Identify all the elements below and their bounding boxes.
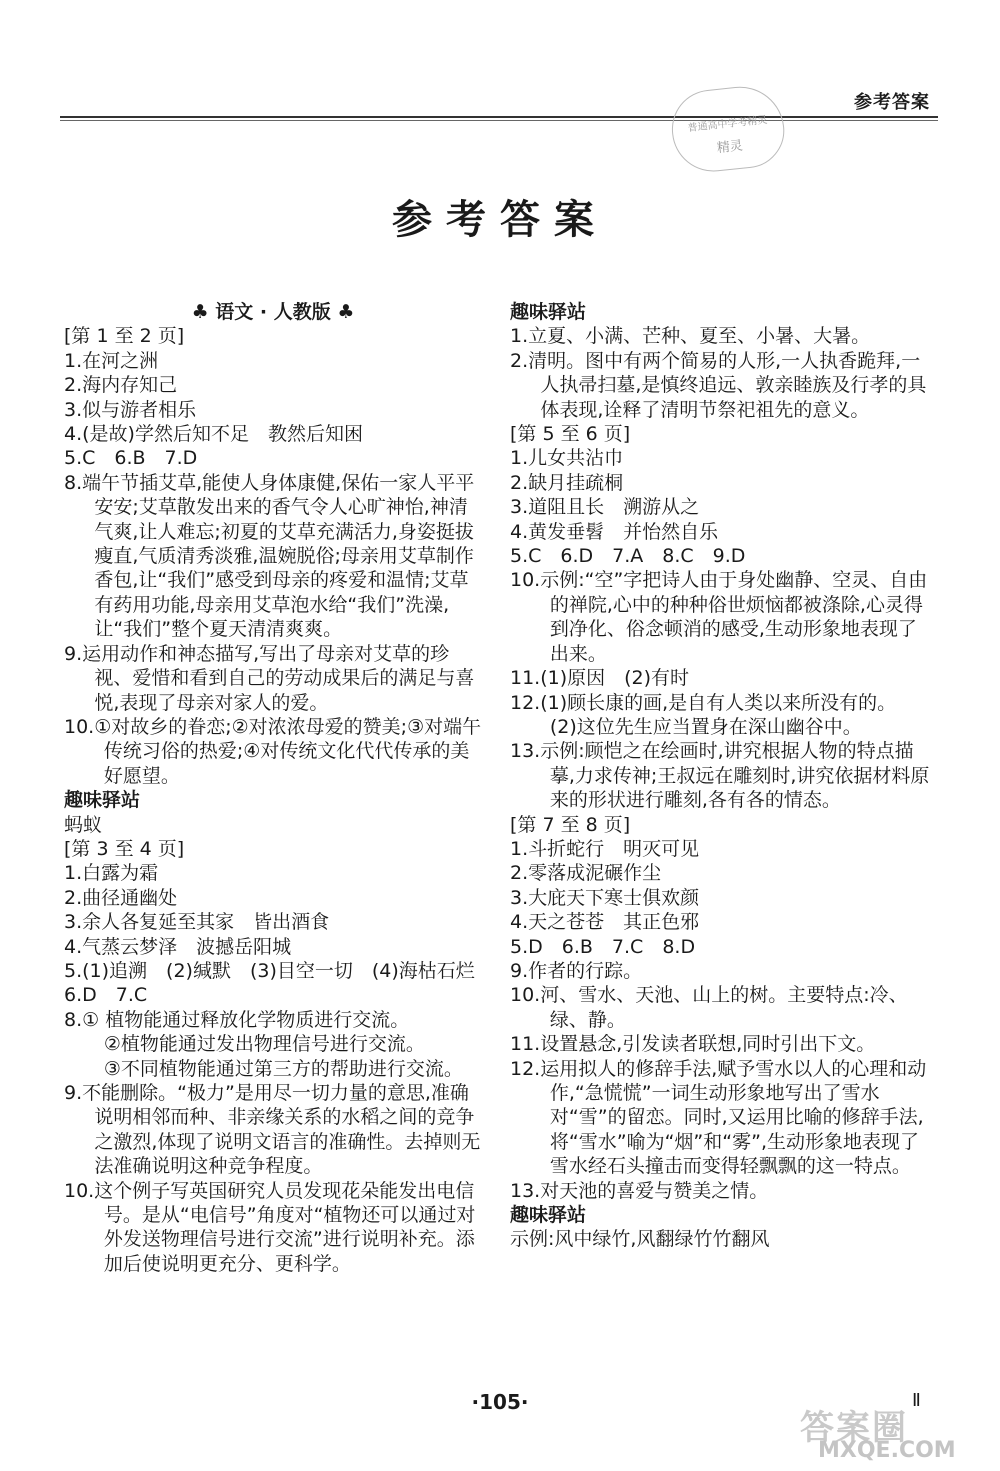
answer-line: 13.示例:顾恺之在绘画时,讲究根据人物的特点描摹,力求传神;王叔远在雕刻时,讲究依据材料原来的形状进行雕刻,各有各的情态。 [510,740,930,812]
page-title: 参考答案 [392,197,608,243]
watermark-url: MXQE.COM [818,1438,956,1463]
answer-line: 11.(1)原因 (2)有时 [510,667,690,690]
answer-line: 1.斗折蛇行 明灭可见 [510,837,700,860]
answer-line: ③不同植物能通过第三方的帮助进行交流。 [103,1057,463,1080]
answer-line: 9.不能删除。“极力”是用尽一切力量的意思,准确说明相邻而种、非亲缘关系的水稻之间的竞争之激烈,体现了说明文语言的准确性。去掉则无法准确说明这种竞争程度。 [64,1082,481,1178]
answer-line: 5.C 6.D 7.A 8.C 9.D [510,545,746,568]
answer-line: 4.天之苍苍 其正色邪 [510,911,700,934]
answer-line: 12.(1)顾长康的画,是自有人类以来所没有的。 [510,691,897,714]
section-name: 语文 · 人教版 [215,301,331,323]
answer-line: 1.儿女共沾巾 [510,447,624,470]
answer-line: 3.似与游者相乐 [64,398,197,421]
answer-line: 10.①对故乡的眷恋;②对浓浓母爱的赞美;③对端午传统习俗的热爱;④对传统文化代代传承的美好愿望。 [64,715,482,787]
answer-line: [第 1 至 2 页] [64,325,185,348]
answer-line: 10.这个例子写英国研究人员发现花朵能发出电信号。是从“电信号”角度对“植物还可以通过对外发送物理信号进行交流”进行说明补充。添加后使说明更充分、更科学。 [64,1179,476,1275]
answer-line: 10.河、雪水、天池、山上的树。主要特点:冷、绿、静。 [510,984,908,1031]
answer-line: 4.气蒸云梦泽 波撼岳阳城 [64,935,292,958]
answer-line: 1.白露为霜 [64,862,159,885]
answer-line: [第 7 至 8 页] [510,813,631,836]
answer-line: 2.缺月挂疏桐 [510,471,624,494]
answer-line: 1.立夏、小满、芒种、夏至、小暑、大暑。 [510,325,871,348]
club-icon: ♣ [191,301,209,323]
stamp-text-2: 精灵 [716,138,744,157]
answer-line: 6.D 7.C [64,984,148,1007]
answer-line: [第 5 至 6 页] [510,423,631,446]
answer-line: 5.C 6.B 7.D [64,447,198,470]
page-number: ·105· [471,1390,529,1414]
answer-line: 8.端午节插艾草,能使人身体康健,保佑一家人平平安安;艾草散发出来的香气令人心旷神怡,神清气爽,让人难忘;初夏的艾草充满活力,身姿挺拔瘦直,气质清秀淡雅,温婉脱俗;母亲用艾草制作香包,让“我们”感受到母亲的疼爱和温情;艾草有药用功能,母亲用艾草泡水给“我们”洗澡,让“我们”整个夏天清清爽爽。 [64,471,475,641]
answer-line: 9.运用动作和神态描写,写出了母亲对艾草的珍视、爱惜和看到自己的劳动成果后的满足与喜悦,表现了母亲对家人的爱。 [64,642,475,714]
answer-line: 9.作者的行踪。 [510,959,643,982]
answer-line: 3.道阻且长 溯游从之 [510,496,700,519]
header-label: 参考答案 [854,92,930,113]
answer-line: 12.运用拟人的修辞手法,赋予雪水以人的心理和动作,“急慌慌”一词生动形象地写出了雪水对“雪”的留恋。同时,又运用比喻的修辞手法,将“雪水”喻为“烟”和“雾”,生动形象地表现了雪水经石头撞击而变得轻飘飘的这一特点。 [510,1057,927,1178]
answer-line: 3.大庇天下寒士俱欢颜 [510,886,700,909]
answer-line: 蚂蚁 [64,813,103,836]
page-roman: Ⅱ [912,1390,921,1411]
answer-line: ②植物能通过发出物理信号进行交流。 [103,1033,425,1056]
answer-line: [第 3 至 4 页] [64,837,185,860]
answer-line: 8.① 植物能通过释放化学物质进行交流。 [64,1008,410,1031]
answer-line: 2.清明。图中有两个简易的人形,一人执香跪拜,一人执帚扫墓,是慎终追远、敦亲睦族及行孝的具体表现,诠释了清明节祭祀祖先的意义。 [510,349,927,421]
answer-line: 2.海内存知己 [64,374,178,397]
watermark-logo: 答案圈 [800,1408,908,1448]
section-heading [64,300,482,324]
left-column [64,300,482,1276]
stamp-text: 普通高中学考精灵 [687,114,768,135]
answer-line: (2)这位先生应当置身在深山幽谷中。 [549,715,862,738]
header-rule [60,116,938,118]
subheading: 趣味驿站 [510,1204,587,1227]
answer-line: 10.示例:“空”字把诗人由于身处幽静、空灵、自由的禅院,心中的种种俗世烦恼都被涤除,心灵得到净化、俗念顿消的感受,生动形象地表现了出来。 [510,569,928,665]
answer-line: 5.D 6.B 7.C 8.D [510,935,696,958]
answer-line: 4.黄发垂髫 并怡然自乐 [510,520,719,543]
answer-line: 11.设置悬念,引发读者联想,同时引出下文。 [510,1033,876,1056]
header-rule-thin [60,120,938,121]
answer-line: 13.对天池的喜爱与赞美之情。 [510,1179,769,1202]
answer-line: 5.(1)追溯 (2)缄默 (3)目空一切 (4)海枯石烂 [64,959,475,982]
answer-line: 4.(是故)学然后知不足 教然后知困 [64,423,363,446]
subheading: 趣味驿站 [510,301,587,323]
stamp-mark [668,82,788,175]
club-icon: ♣ [337,301,355,323]
subheading: 趣味驿站 [64,789,141,812]
answer-line: 3.余人各复延至其家 皆出酒食 [64,911,330,934]
answer-line: 2.曲径通幽处 [64,886,178,909]
right-column [510,300,930,1252]
answer-line: 1.在河之洲 [64,349,159,372]
answer-line: 示例:风中绿竹,风翻绿竹竹翻风 [510,1228,770,1251]
answer-line: 2.零落成泥碾作尘 [510,862,662,885]
